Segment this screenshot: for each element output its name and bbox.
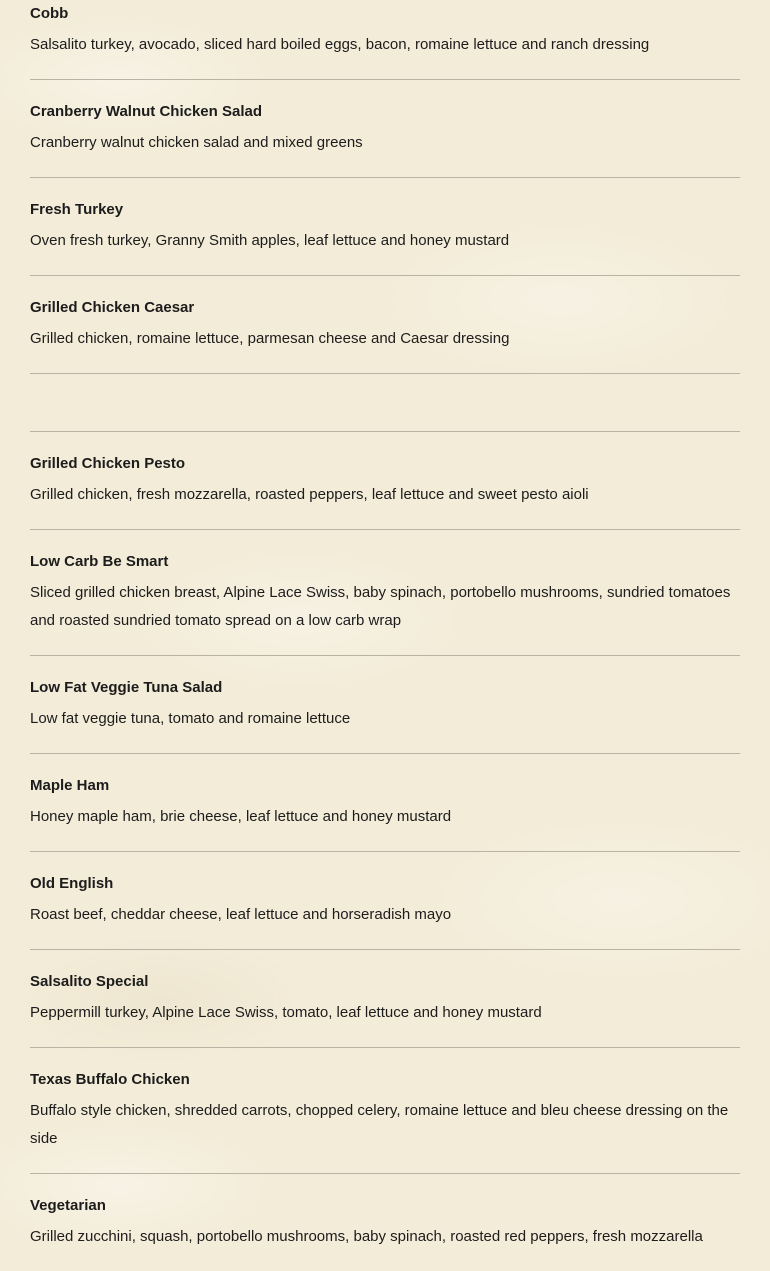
menu-item-grilled-chicken-pesto bbox=[30, 453, 740, 530]
item-name: Grilled Chicken Pesto bbox=[30, 455, 186, 472]
menu-item-old-english bbox=[30, 873, 740, 950]
item-name: Maple Ham bbox=[30, 777, 110, 794]
item-description: Cranberry walnut chicken salad and mixed greens bbox=[30, 134, 363, 151]
item-description: Grilled chicken, romaine lettuce, parmesan cheese and Caesar dressing bbox=[30, 330, 510, 347]
menu-item-texas-buffalo-chicken bbox=[30, 1069, 740, 1174]
menu-item-salsalito-special bbox=[30, 971, 740, 1048]
item-name: Low Carb Be Smart bbox=[30, 553, 169, 570]
item-description: Honey maple ham, brie cheese, leaf lettuce and honey mustard bbox=[30, 808, 452, 825]
menu-item-cobb bbox=[30, 3, 740, 80]
item-description: Peppermill turkey, Alpine Lace Swiss, tomato, leaf lettuce and honey mustard bbox=[30, 1004, 542, 1021]
item-description: Grilled chicken, fresh mozzarella, roasted peppers, leaf lettuce and sweet pesto aioli bbox=[30, 486, 589, 503]
menu-item-grilled-chicken-caesar bbox=[30, 297, 740, 374]
menu-item-maple-ham bbox=[30, 775, 740, 852]
item-description: Roast beef, cheddar cheese, leaf lettuce and horseradish mayo bbox=[30, 906, 452, 923]
item-name: Vegetarian bbox=[30, 1197, 106, 1214]
item-description: Oven fresh turkey, Granny Smith apples, leaf lettuce and honey mustard bbox=[30, 232, 510, 249]
item-description: Low fat veggie tuna, tomato and romaine lettuce bbox=[30, 710, 351, 727]
menu-item-low-carb-be-smart bbox=[30, 551, 740, 656]
menu-item-vegetarian bbox=[30, 1195, 740, 1271]
item-name: Texas Buffalo Chicken bbox=[30, 1071, 190, 1088]
item-name: Cranberry Walnut Chicken Salad bbox=[30, 103, 263, 120]
item-name: Grilled Chicken Caesar bbox=[30, 299, 195, 316]
item-description: Buffalo style chicken, shredded carrots, chopped celery, romaine lettuce and bleu cheese dressing on the side bbox=[30, 1102, 729, 1147]
item-name: Salsalito Special bbox=[30, 973, 149, 990]
item-name: Fresh Turkey bbox=[30, 201, 124, 218]
menu-list bbox=[30, 0, 740, 1271]
item-name: Old English bbox=[30, 875, 114, 892]
item-description: Grilled zucchini, squash, portobello mushrooms, baby spinach, roasted red peppers, fresh mozzarella bbox=[30, 1228, 703, 1245]
item-name: Cobb bbox=[30, 5, 69, 22]
menu-item-low-fat-veggie-tuna-salad bbox=[30, 677, 740, 754]
menu-item-fresh-turkey bbox=[30, 199, 740, 276]
item-description: Sliced grilled chicken breast, Alpine Lace Swiss, baby spinach, portobello mushrooms, sundried tomatoes and roasted sundried tomato spread on a low carb wrap bbox=[30, 584, 731, 629]
empty-divider-row bbox=[30, 395, 740, 432]
item-description: Salsalito turkey, avocado, sliced hard boiled eggs, bacon, romaine lettuce and ranch dressing bbox=[30, 36, 650, 53]
menu-item-cranberry-walnut-chicken-salad bbox=[30, 101, 740, 178]
item-name: Low Fat Veggie Tuna Salad bbox=[30, 679, 223, 696]
